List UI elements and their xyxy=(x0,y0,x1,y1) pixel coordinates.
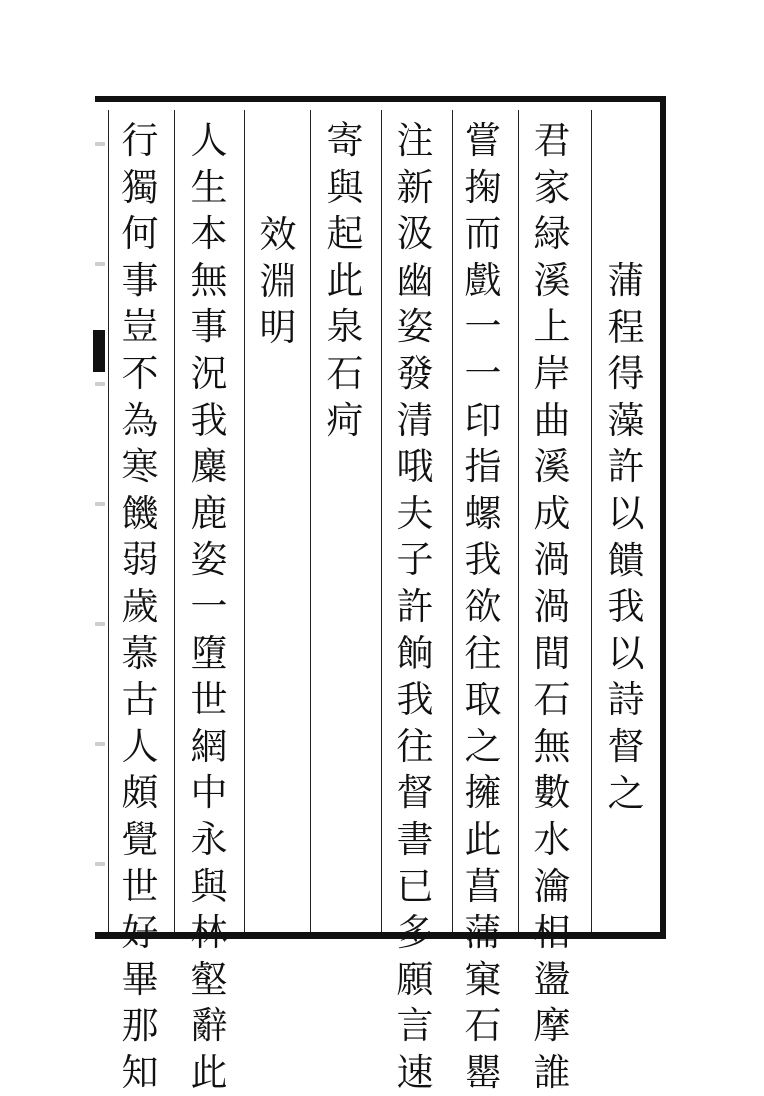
glyph: 石 xyxy=(326,351,364,395)
glyph: 取 xyxy=(464,678,502,722)
glyph: 弱 xyxy=(121,538,159,582)
glyph: 頗 xyxy=(121,771,159,815)
text-column xyxy=(181,118,237,1096)
glyph: 督 xyxy=(396,771,434,815)
glyph: 此 xyxy=(190,1050,228,1094)
glyph: 蒲 xyxy=(607,259,645,302)
glyph: 無 xyxy=(533,724,571,768)
glyph: 書 xyxy=(396,817,434,861)
column-rule xyxy=(591,110,592,932)
glyph: 注 xyxy=(396,119,434,162)
glyph: 鹿 xyxy=(190,491,228,535)
glyph: 言 xyxy=(396,1004,434,1048)
glyph: 壑 xyxy=(190,957,228,1001)
glyph: 此 xyxy=(464,817,502,861)
glyph: 慕 xyxy=(121,631,159,675)
glyph: 得 xyxy=(607,352,645,396)
glyph: 哦 xyxy=(396,445,434,489)
glyph: 上 xyxy=(533,305,571,349)
spine-mark xyxy=(93,330,105,372)
top-border xyxy=(95,96,666,102)
glyph: 人 xyxy=(121,724,159,768)
glyph: 此 xyxy=(326,258,364,302)
glyph: 寒 xyxy=(121,445,159,489)
glyph: 我 xyxy=(464,538,502,582)
glyph: 督 xyxy=(607,724,645,768)
glyph: 嘗 xyxy=(464,119,502,162)
glyph: 歲 xyxy=(121,584,159,628)
glyph: 中 xyxy=(190,771,228,815)
glyph: 掬 xyxy=(464,165,502,209)
glyph: 已 xyxy=(396,864,434,908)
glyph: 新 xyxy=(396,165,434,209)
glyph: 石 xyxy=(464,1004,502,1048)
glyph: 我 xyxy=(607,585,645,629)
glyph: 畢 xyxy=(121,957,159,1001)
glyph: 為 xyxy=(121,398,159,442)
glyph: 相 xyxy=(533,911,571,955)
glyph: 家 xyxy=(533,165,571,209)
glyph: 事 xyxy=(121,258,159,302)
glyph: 曲 xyxy=(533,398,571,442)
glyph: 姿 xyxy=(190,538,228,582)
glyph: 之 xyxy=(607,771,645,815)
glyph: 獨 xyxy=(121,165,159,209)
glyph: 效 xyxy=(259,213,297,256)
glyph: 速 xyxy=(396,1050,434,1094)
glyph: 生 xyxy=(190,165,228,209)
glyph: 渦 xyxy=(533,538,571,582)
poem-title-column xyxy=(250,212,306,352)
column-rule xyxy=(518,110,519,932)
glyph: 間 xyxy=(533,631,571,675)
glyph: 往 xyxy=(464,631,502,675)
column-rule xyxy=(244,110,245,932)
glyph: 餉 xyxy=(396,631,434,675)
text-column xyxy=(455,118,511,1096)
glyph: 多 xyxy=(396,911,434,955)
glyph: 無 xyxy=(190,258,228,302)
glyph: 覺 xyxy=(121,817,159,861)
glyph: 汲 xyxy=(396,212,434,256)
glyph: 罌 xyxy=(464,1050,502,1094)
glyph: 那 xyxy=(121,1004,159,1048)
glyph: 往 xyxy=(396,724,434,768)
glyph: 豈 xyxy=(121,305,159,349)
glyph: 發 xyxy=(396,351,434,395)
glyph: 寄 xyxy=(326,119,364,162)
glyph: 麋 xyxy=(190,445,228,489)
glyph: 數 xyxy=(533,771,571,815)
glyph: 盪 xyxy=(533,957,571,1001)
glyph: 我 xyxy=(396,678,434,722)
glyph: 指 xyxy=(464,445,502,489)
glyph: 許 xyxy=(607,445,645,489)
glyph: 緑 xyxy=(533,212,571,256)
book-spine-edge xyxy=(95,102,105,932)
glyph: 何 xyxy=(121,212,159,256)
glyph: 許 xyxy=(396,584,434,628)
glyph: 誰 xyxy=(533,1050,571,1094)
glyph: 溪 xyxy=(533,445,571,489)
glyph: 墮 xyxy=(190,631,228,675)
glyph: 疴 xyxy=(326,398,364,442)
glyph: 㵸 xyxy=(533,864,571,908)
glyph: 成 xyxy=(533,491,571,535)
glyph: 渦 xyxy=(533,584,571,628)
glyph: 君 xyxy=(533,119,571,162)
glyph: 林 xyxy=(190,911,228,955)
glyph: 古 xyxy=(121,678,159,722)
glyph: 石 xyxy=(533,678,571,722)
glyph: 擁 xyxy=(464,771,502,815)
glyph: 藻 xyxy=(607,398,645,442)
glyph: 蒲 xyxy=(464,911,502,955)
column-rule xyxy=(310,110,311,932)
text-column xyxy=(317,118,373,444)
poem-title-column xyxy=(598,258,654,817)
glyph: 饑 xyxy=(121,491,159,535)
glyph: 夫 xyxy=(396,491,434,535)
glyph: 本 xyxy=(190,212,228,256)
glyph: 摩 xyxy=(533,1004,571,1048)
glyph: 明 xyxy=(259,306,297,350)
glyph: 人 xyxy=(190,119,228,162)
glyph: 螺 xyxy=(464,491,502,535)
glyph: 欲 xyxy=(464,584,502,628)
glyph: 以 xyxy=(607,491,645,535)
glyph: 詩 xyxy=(607,678,645,722)
glyph: 行 xyxy=(121,119,159,162)
glyph: 況 xyxy=(190,351,228,395)
glyph: 之 xyxy=(464,724,502,768)
glyph: 程 xyxy=(607,305,645,349)
glyph: 泉 xyxy=(326,305,364,349)
glyph: 以 xyxy=(607,631,645,675)
glyph: 幽 xyxy=(396,258,434,302)
glyph: 溪 xyxy=(533,258,571,302)
glyph: 網 xyxy=(190,724,228,768)
glyph: 好 xyxy=(121,911,159,955)
glyph: 與 xyxy=(326,165,364,209)
glyph: 清 xyxy=(396,398,434,442)
glyph: 事 xyxy=(190,305,228,349)
glyph: 岸 xyxy=(533,351,571,395)
column-rule xyxy=(452,110,453,932)
glyph: 願 xyxy=(396,957,434,1001)
glyph: 與 xyxy=(190,864,228,908)
glyph: 辭 xyxy=(190,1004,228,1048)
right-border xyxy=(660,96,666,939)
column-rule xyxy=(108,110,109,932)
glyph: 淵 xyxy=(259,259,297,303)
text-column xyxy=(387,118,443,1096)
glyph: 而 xyxy=(464,212,502,256)
column-rule xyxy=(381,110,382,932)
glyph: 知 xyxy=(121,1050,159,1094)
glyph: 饋 xyxy=(607,538,645,582)
glyph: 起 xyxy=(326,212,364,256)
glyph: 不 xyxy=(121,351,159,395)
glyph: 世 xyxy=(121,864,159,908)
column-rule xyxy=(174,110,175,932)
glyph: 姿 xyxy=(396,305,434,349)
glyph: 世 xyxy=(190,678,228,722)
glyph: 一 xyxy=(464,305,502,349)
glyph: 窠 xyxy=(464,957,502,1001)
glyph: 我 xyxy=(190,398,228,442)
text-column xyxy=(524,118,580,1096)
glyph: 印 xyxy=(464,398,502,442)
glyph: 一 xyxy=(190,584,228,628)
glyph: 一 xyxy=(464,351,502,395)
text-column xyxy=(112,118,168,1096)
glyph: 永 xyxy=(190,817,228,861)
glyph: 水 xyxy=(533,817,571,861)
glyph: 戲 xyxy=(464,258,502,302)
glyph: 菖 xyxy=(464,864,502,908)
glyph: 子 xyxy=(396,538,434,582)
